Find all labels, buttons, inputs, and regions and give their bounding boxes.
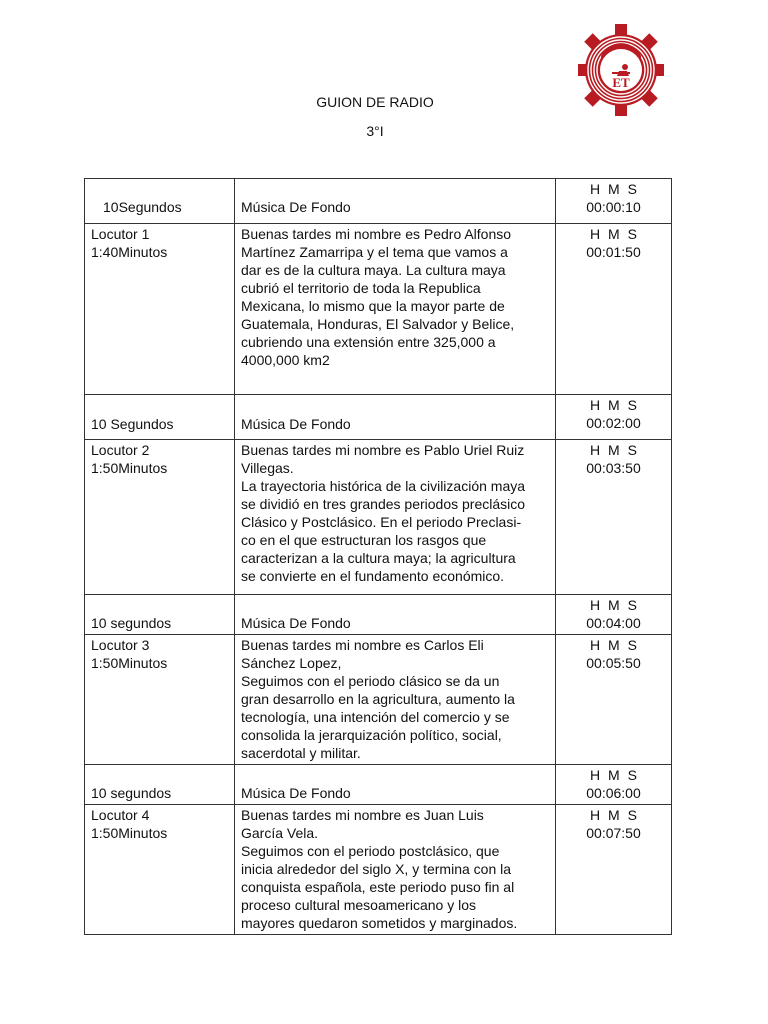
page-title: GUION DE RADIO: [316, 94, 434, 110]
table-row: [85, 224, 672, 395]
segment-description: Buenas tardes mi nombre es Pedro Alfonso Martínez Zamarripa y el tema que vamos a dar es de la cultura maya. La cultura maya cubrió el territorio de toda la Republica Mexicana, lo mismo que la mayor parte de Guatemala, Honduras, El Salvador y Belice, cubriendo una extensión entre 325,000 a 4000,000 km2: [235, 224, 556, 395]
logo-text: DGEST: [608, 53, 634, 60]
segment-description: Buenas tardes mi nombre es Carlos Eli Sánchez Lopez, Seguimos con el periodo clásico se da un gran desarrollo en la agricultura, aumento la tecnología, una intención del comercio y se consolida la jerarquización político, social, sacerdotal y militar.: [235, 635, 556, 765]
segment-time: H M S 00:04:00: [556, 595, 672, 635]
segment-description: Música De Fondo: [235, 765, 556, 805]
table-row: [85, 595, 672, 635]
group-label: 3°I: [366, 123, 384, 139]
table-row: [85, 179, 672, 224]
segment-label: 10 segundos: [85, 595, 235, 635]
segment-label: 10Segundos: [85, 179, 235, 224]
segment-description: Buenas tardes mi nombre es Juan Luis García Vela. Seguimos con el periodo postclásico, que inicia alrededor del siglo X, y termina con la conquista española, este periodo puso fin al proceso cultural mesoamericano y los mayores quedaron sometidos y marginados.: [235, 805, 556, 935]
segment-label: Locutor 1 1:40Minutos: [85, 224, 235, 395]
segment-time: H M S 00:01:50: [556, 224, 672, 395]
radio-script-table: [84, 178, 672, 935]
segment-description: Música De Fondo: [235, 179, 556, 224]
segment-description: Buenas tardes mi nombre es Pablo Uriel Ruiz Villegas. La trayectoria histórica de la civilización maya se dividió en tres grandes periodos preclásico Clásico y Postclásico. En el periodo Preclasi- co en el que estructuran los rasgos que caracterizan a la cultura maya; la agricultura se convierte en el fundamento económico.: [235, 440, 556, 595]
table-row: [85, 395, 672, 440]
segment-description: Música De Fondo: [235, 395, 556, 440]
segment-time: H M S 00:00:10: [556, 179, 672, 224]
segment-label: Locutor 3 1:50Minutos: [85, 635, 235, 765]
segment-label: Locutor 4 1:50Minutos: [85, 805, 235, 935]
logo-monogram: ET: [612, 75, 630, 90]
segment-time: H M S 00:07:50: [556, 805, 672, 935]
segment-time: H M S 00:05:50: [556, 635, 672, 765]
segment-time: H M S 00:03:50: [556, 440, 672, 595]
table-row: [85, 635, 672, 765]
segment-description: Música De Fondo: [235, 595, 556, 635]
table-row: [85, 765, 672, 805]
segment-label: 10 Segundos: [85, 395, 235, 440]
segment-time: H M S 00:06:00: [556, 765, 672, 805]
table-row: [85, 440, 672, 595]
segment-label: 10 segundos: [85, 765, 235, 805]
segment-label: Locutor 2 1:50Minutos: [85, 440, 235, 595]
table-row: [85, 805, 672, 935]
segment-time: H M S 00:02:00: [556, 395, 672, 440]
